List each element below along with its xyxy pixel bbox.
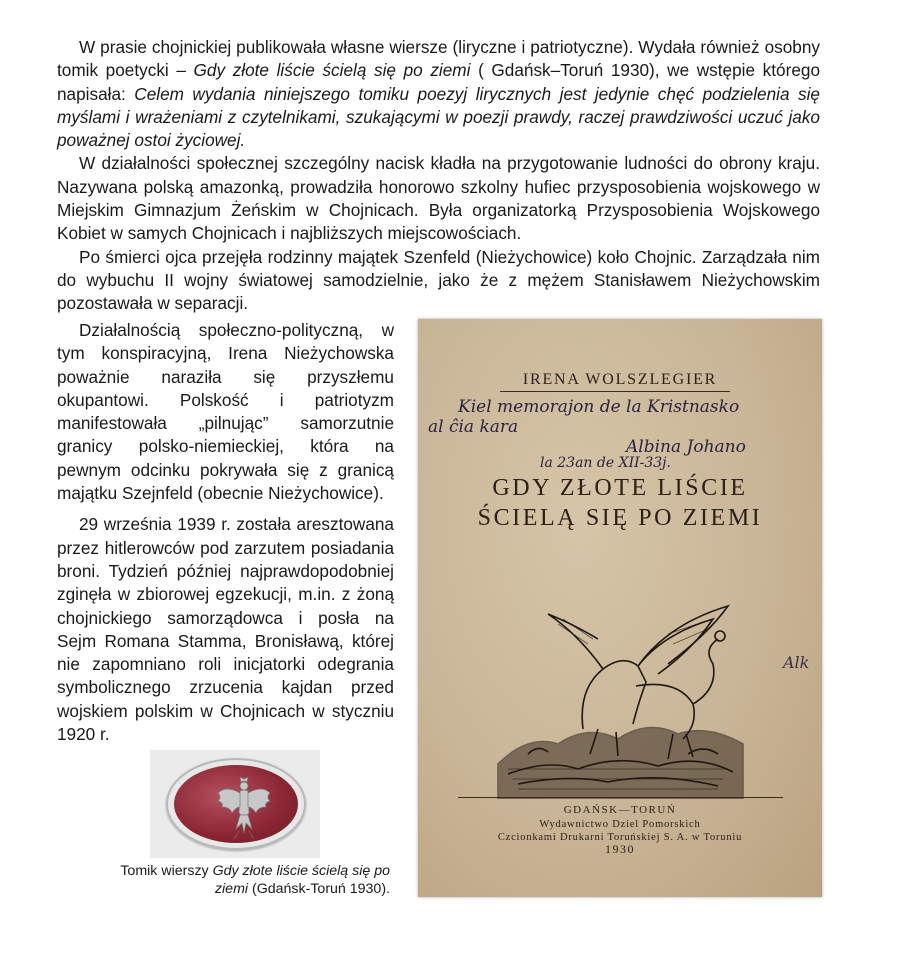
caption-book-title: Gdy złote liście ścielą się po ziemi <box>212 863 390 897</box>
inscription-date: la 23an de XII-33j. <box>540 455 671 471</box>
paragraph-politics: Działalnością społeczno-polityczną, w tym konspiracyjną, Irena Nieżychowska poważnie naraziła się przyszłemu okupantowi. Polskość i patriotyzm manifestowała „pilnując” samorzutnie granicy polsko-niemieckiej, która na pewnym odcinku pokrywała się z granicą majątku Szejnfeld (obecnie Nieżychowice). <box>57 320 394 504</box>
cover-rule <box>500 391 730 392</box>
left-column-text <box>57 319 394 746</box>
eagle-icon <box>214 773 274 847</box>
preface-quote: Celem wydania niniejszego tomiku poezyj lirycznych jest jedynie chęć podzielenia się myślami i wrażeniami z czytelnikami, szukającymi w poezji prawdy, raczej prawdziwości uczuć jako poważnej ostoi życiowej. <box>57 83 820 151</box>
paragraph-text: ( Gdańsk–Toruń 1930), we wstępie którego napisała: <box>57 60 820 104</box>
caption-text: (Gdańsk-Toruń 1930). <box>248 881 390 897</box>
caption-text: Tomik wierszy <box>120 863 213 879</box>
paragraph-arrest: 29 września 1939 r. została aresztowana przez hitlerowców pod zarzutem posiadania broni. Tydzień później najprawdopodobniej zginęła w zbiorowej egzekucji, m.in. z żoną chojnickiego samorządowca i posła na Sejm Romana Stamma, Bronisławą, której nie zapomniano roli inicjatorki odegrania symbolicznego zrzucenia kajdan przed wojskiem polskim w Chojnicach w styczniu 1920 r. <box>57 514 394 745</box>
publisher-name: Wydawnictwo Dziel Pomorskich <box>539 819 701 830</box>
paragraph-estate: Po śmierci ojca przejęła rodzinny majątek Szenfeld (Nieżychowice) koło Chojnic. Zarządzała nim do wybuchu II wojny światowej samodzielnie, jako że z mężem Stanisławem Nieżychowskim pozostawała w separacji. <box>57 246 820 314</box>
handwritten-signature: Alk <box>783 653 810 672</box>
paragraph-social: W działalności społecznej szczególny nacisk kładła na przygotowanie ludności do obrony kraju. Nazywana polską amazonką, prowadziła honorowo szkolny hufiec przysposobienia wojskowego w Miejskim Gimnazjum Żeńskim w Chojnicach. Była organizatorką Przysposobienia Wojskowego Kobiet w samych Chojnicach i najbliższych miejscowościach. <box>57 153 820 244</box>
book-author: IRENA WOLSZLEGIER <box>522 371 718 388</box>
badge-photo <box>150 750 320 858</box>
cover-rule <box>458 797 783 798</box>
badge <box>166 758 306 850</box>
inscription-line: Kiel memorajon de la Kristnasko <box>458 397 740 417</box>
griffin-illustration <box>488 594 753 799</box>
full-width-text <box>57 36 820 316</box>
book-cover-photo <box>418 319 822 897</box>
badge-enamel <box>174 765 298 843</box>
publication-year: 1930 <box>605 842 635 856</box>
printer-name: Czcionkami Drukarni Toruńskiej S. A. w Toruniu <box>497 832 743 843</box>
figure-caption <box>100 862 390 898</box>
paragraph-text: W prasie chojnickiej publikowała własne wiersze (liryczne i patriotyczne). Wydała również osobny tomik poetycki – <box>57 37 820 81</box>
book-title-ref: Gdy złote liście ścielą się po ziemi <box>193 60 471 81</box>
book-title-line: GDY ZŁOTE LIŚCIE <box>492 475 748 501</box>
paragraph-poetry <box>57 36 820 152</box>
book-title-line: ŚCIELĄ SIĘ PO ZIEMI <box>477 505 763 531</box>
publisher-city: GDAŃSK—TORUŃ <box>563 804 677 816</box>
inscription-line: al ĉia kara <box>428 417 519 437</box>
inscription-signature: Albina Johano <box>626 437 746 457</box>
